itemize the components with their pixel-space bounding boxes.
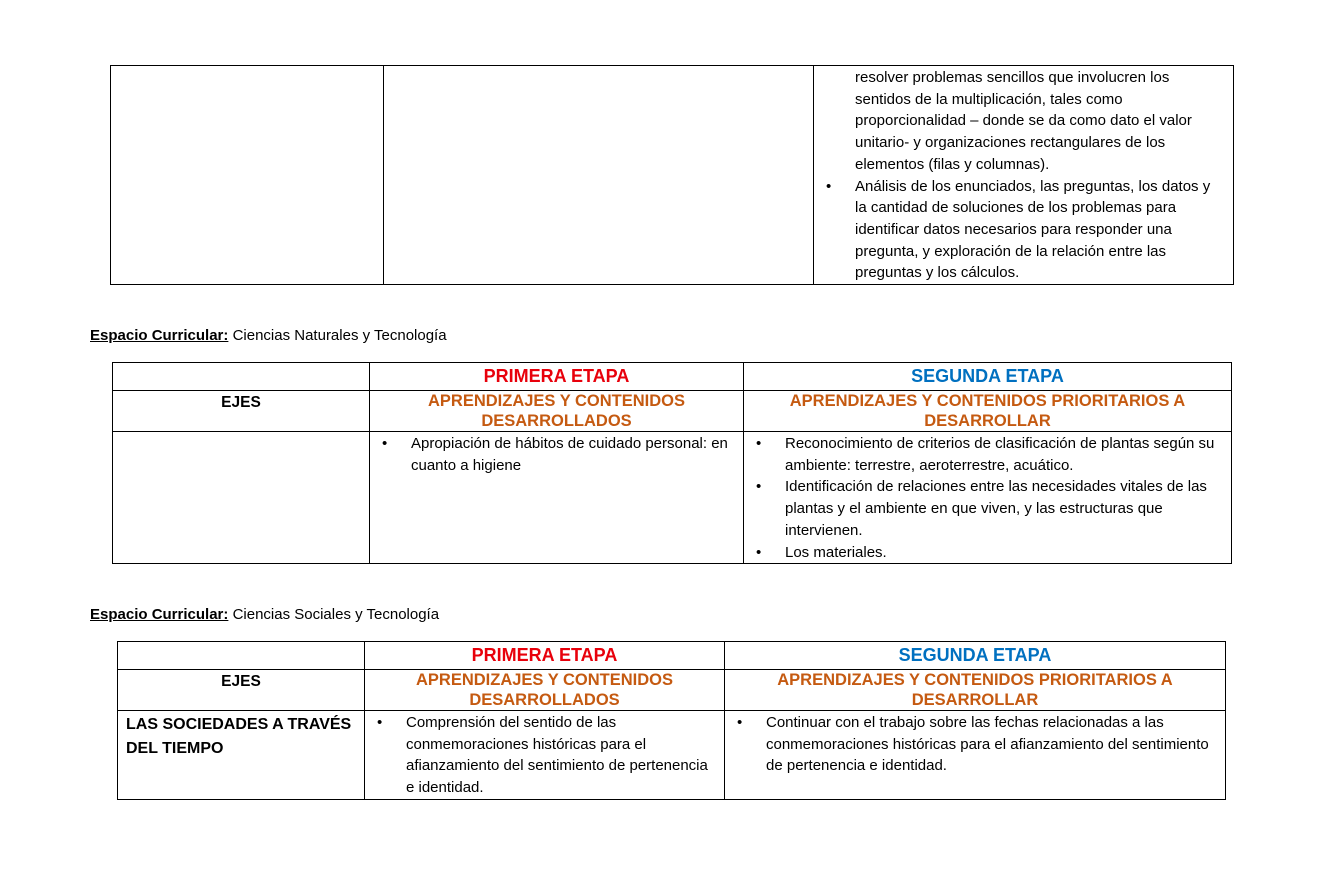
subject-name: Ciencias Sociales y Tecnología bbox=[232, 606, 440, 623]
list-item: • Reconocimiento de criterios de clasificación de plantas según su ambiente: terrestre, aeroterrestre, acuático. bbox=[744, 433, 1223, 476]
ejes-header: EJES bbox=[113, 391, 370, 432]
stage1-title: PRIMERA ETAPA bbox=[370, 363, 744, 391]
list-item: • Los materiales. bbox=[744, 542, 1223, 564]
curricular-label: Espacio Curricular: bbox=[90, 606, 229, 623]
axis-cell bbox=[113, 432, 370, 564]
list-item: • Identificación de relaciones entre las necesidades vitales de las plantas y el ambiente en que viven, y las estructuras que intervienen. bbox=[744, 476, 1223, 541]
stage2-subheader: APRENDIZAJES Y CONTENIDOS PRIORITARIOS A DESARROLLAR bbox=[725, 670, 1226, 711]
empty-header-cell bbox=[118, 642, 365, 670]
stage2-subheader: APRENDIZAJES Y CONTENIDOS PRIORITARIOS A DESARROLLAR bbox=[744, 391, 1232, 432]
stage1-list bbox=[370, 433, 743, 476]
axis-cell: LAS SOCIEDADES A TRAVÉS DEL TIEMPO bbox=[118, 711, 365, 800]
list-item: • Continuar con el trabajo sobre las fechas relacionadas a las conmemoraciones históricas para el afianzamiento del sentimiento de pertenencia e identidad. bbox=[725, 712, 1217, 777]
stage2-content bbox=[744, 432, 1232, 564]
stage1-subheader: APRENDIZAJES Y CONTENIDOS DESARROLLADOS bbox=[370, 391, 744, 432]
section-label-sociales bbox=[90, 606, 439, 623]
stage1-content bbox=[370, 432, 744, 564]
sociales-table bbox=[117, 641, 1226, 800]
ejes-header: EJES bbox=[118, 670, 365, 711]
naturales-table bbox=[112, 362, 1232, 564]
top-list bbox=[814, 176, 1233, 285]
stage2-list bbox=[725, 712, 1225, 777]
top-stage2-cell bbox=[814, 66, 1234, 285]
top-table bbox=[110, 65, 1234, 285]
subject-name: Ciencias Naturales y Tecnología bbox=[232, 327, 447, 344]
list-item: • Comprensión del sentido de las conmemoraciones históricas para el afianzamiento del sentimiento de pertenencia e identidad. bbox=[365, 712, 716, 799]
stage2-content bbox=[725, 711, 1226, 800]
stage1-subheader: APRENDIZAJES Y CONTENIDOS DESARROLLADOS bbox=[365, 670, 725, 711]
stage2-list bbox=[744, 433, 1231, 563]
continued-text: resolver problemas sencillos que involucren los sentidos de la multiplicación, tales como proporcionalidad – donde se da como dato el valor unitario- y organizaciones rectangulares de los elementos (filas y columnas). bbox=[855, 69, 1192, 173]
top-axis-cell bbox=[111, 66, 384, 285]
top-stage1-cell bbox=[384, 66, 814, 285]
stage1-content bbox=[365, 711, 725, 800]
stage2-title: SEGUNDA ETAPA bbox=[725, 642, 1226, 670]
list-item: • Análisis de los enunciados, las preguntas, los datos y la cantidad de soluciones de los problemas para identificar datos necesarios para responder una pregunta, y exploración de la relación entre las preguntas y los cálculos. bbox=[814, 176, 1225, 285]
curricular-label: Espacio Curricular: bbox=[90, 327, 229, 344]
section-label-naturales bbox=[90, 327, 447, 344]
empty-header-cell bbox=[113, 363, 370, 391]
stage1-list bbox=[365, 712, 724, 799]
stage1-title: PRIMERA ETAPA bbox=[365, 642, 725, 670]
stage2-title: SEGUNDA ETAPA bbox=[744, 363, 1232, 391]
list-item: • Apropiación de hábitos de cuidado personal: en cuanto a higiene bbox=[370, 433, 735, 476]
